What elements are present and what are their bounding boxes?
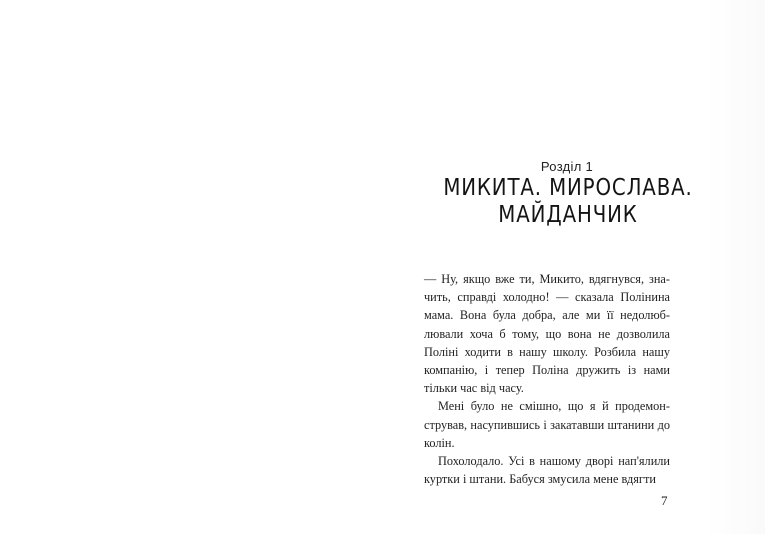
chapter-label: Розділ 1 [540,159,594,174]
chapter-title-line-1: МИКИТА. МИРОСЛАВА. [443,175,693,201]
paragraph-1: — Ну, якщо вже ти, Микито, вдягнувся, значить, справді холодно! — сказала Полінина мама. Вона була добра, але ми її недолюблювали хоча б тому, що вона не дозволила Поліні ходити в нашу школу. Розбила нашу компанію, і тепер Поліна дружить із нами тільки час від часу. [424,272,670,396]
chapter-title [439,175,697,229]
page-number: 7 [661,493,668,508]
paragraph-3: Похолодало. Усі в нашому дворі нап'ялили куртки і штани. Бабуся змусила мене вдягти [424,454,670,487]
paragraph-2: Мені було не смішно, що я й продемонстрував, насупившись і закатавши штанини до колін. [424,399,670,450]
body-text [424,270,670,488]
chapter-title-line-2: МАЙДАНЧИК [498,202,638,228]
page-edge-shading [705,0,765,534]
